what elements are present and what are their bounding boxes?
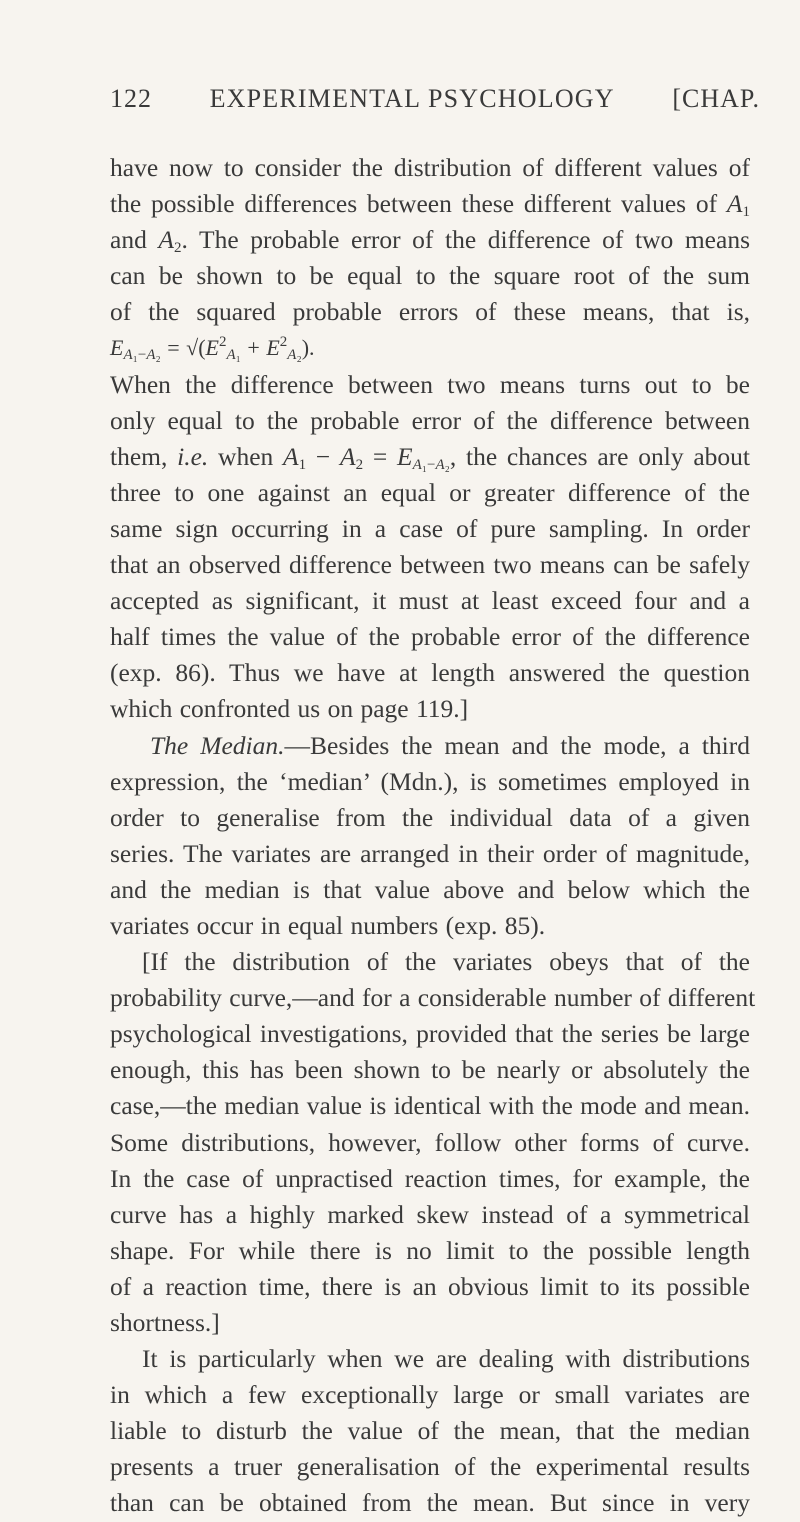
text-line: (exp. 86). Thus we have at length answered the question: [110, 658, 750, 688]
text-line: which confronted us on page 119.]: [110, 694, 469, 724]
text-line: of a reaction time, there is an obvious limit to its possible: [110, 1271, 750, 1301]
text-line: curve has a highly marked skew instead of a symmetrical: [110, 1199, 750, 1229]
formula-line: $E_{A_1-A_2} = √(E^2_{A_1} + E^2_{A_2})$.: [110, 334, 315, 364]
running-title: EXPERIMENTAL PSYCHOLOGY: [209, 84, 615, 113]
running-header: [110, 84, 760, 114]
text-line: case,—the median value is identical with the mode and mean.: [110, 1091, 750, 1121]
text-line: and the median is that value above and below which the: [110, 874, 750, 904]
page-number: 122: [110, 84, 152, 113]
text-line: In the case of unpractised reaction times, for example, the: [110, 1163, 750, 1193]
text-line: and $A_2$. The probable error of the difference of two means: [110, 225, 750, 257]
text-line: shortness.]: [110, 1308, 220, 1337]
text-line: three to one against an equal or greater difference of the: [110, 477, 750, 507]
text-line: half times the value of the probable error of the difference: [110, 622, 750, 652]
text-line: probability curve,—and for a considerable number of different: [110, 983, 756, 1013]
text-line: same sign occurring in a case of pure sampling. In order: [110, 513, 750, 543]
section-heading-line: The Median.—Besides the mean and the mode, a third: [150, 730, 750, 760]
chapter-label: [CHAP.: [672, 84, 760, 113]
text-line: presents a truer generalisation of the experimental results: [110, 1452, 750, 1482]
text-line: them, i.e. when $A_1 - A_2 = E_{A_1-A_2}$, the chances are only about: [110, 441, 750, 473]
text-line: only equal to the probable error of the difference between: [110, 405, 750, 435]
body-text: [110, 150, 756, 1522]
text-line: When the difference between two means turns out to be: [110, 369, 750, 399]
text-line: shape. For while there is no limit to the possible length: [110, 1235, 750, 1265]
text-line: have now to consider the distribution of different values of: [110, 153, 750, 182]
text-line: than can be obtained from the mean. But since in very: [110, 1488, 750, 1518]
text-line: in which a few exceptionally large or small variates are: [110, 1380, 750, 1410]
text-line: variates occur in equal numbers (exp. 85).: [110, 910, 546, 940]
text-line: order to generalise from the individual data of a given: [110, 802, 750, 832]
text-line: accepted as significant, it must at least exceed four and a: [110, 586, 750, 616]
text-line: series. The variates are arranged in their order of magnitude,: [110, 838, 750, 868]
section-heading: The Median.: [150, 730, 285, 760]
text-line: [If the distribution of the variates obeys that of the: [142, 947, 750, 977]
text-line: It is particularly when we are dealing with distributions: [142, 1344, 750, 1374]
text-line: can be shown to be equal to the square root of the sum: [110, 261, 750, 291]
text-line: expression, the ‘median’ (Mdn.), is sometimes employed in: [110, 766, 750, 796]
text-line: psychological investigations, provided that the series be large: [110, 1019, 750, 1049]
text-line: Some distributions, however, follow other forms of curve.: [110, 1127, 750, 1157]
text-line: that an observed difference between two means can be safely: [110, 550, 750, 580]
text-line: the possible differences between these different values of $A_1$: [110, 189, 750, 221]
text-line: enough, this has been shown to be nearly or absolutely the: [110, 1055, 750, 1085]
text-line: liable to disturb the value of the mean, that the median: [110, 1416, 750, 1446]
text-line: of the squared probable errors of these means, that is,: [110, 297, 750, 327]
